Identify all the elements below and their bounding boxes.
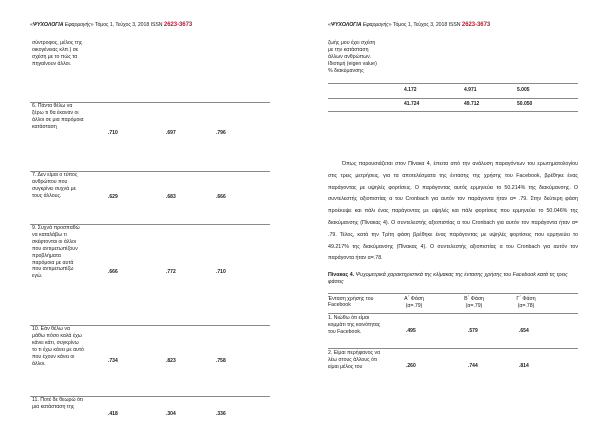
- loading-phase-a: .734: [108, 358, 118, 364]
- phase-a-alpha: (α=.79): [405, 303, 423, 309]
- body-text: [328, 159, 578, 265]
- table-row: [30, 326, 270, 397]
- loading-phase-c: .654: [519, 328, 529, 334]
- loading-phase-a: .260: [406, 363, 416, 369]
- issn-number: 2623-3673: [461, 22, 491, 28]
- issn-number: 2623-3673: [163, 22, 193, 28]
- table-row: [30, 40, 270, 103]
- loading-phase-c: .814: [519, 363, 529, 369]
- item-text: 9. Συχνά προσπαθώ να καταλάβω τι σκέφτονται οι άλλοι που αντιμετωπίζουν προβλήματα παρόμοια με αυτά που αντιμετωπίζω εγώ.: [32, 225, 80, 280]
- loading-phase-a: .629: [108, 194, 118, 200]
- loading-phase-a: .666: [108, 269, 118, 275]
- table-row: [30, 172, 270, 225]
- journal-subtitle: Εφαρμογής: [362, 22, 389, 28]
- loading-phase-a: .495: [406, 328, 416, 334]
- table4-caption-text: Ψυχομετρικά χαρακτηριστικά της κλίμακας της έντασης χρήσης του Facebook κατά τις τρεις φάσεις: [328, 272, 568, 285]
- item-text: 2. Είμαι περήφανος να λέω στους άλλους ότι είμαι μέλος του: [328, 350, 381, 370]
- loading-phase-b: .579: [468, 328, 478, 334]
- phase-a-header: [394, 296, 434, 310]
- loading-phase-b: .772: [166, 269, 176, 275]
- item-text: 10. Εάν θέλω να μάθω πόσο καλά έχω κάνει κάτι, συγκρίνω το τι έχω κάνει με αυτό που έχουν κάνει οι άλλοι.: [32, 326, 84, 367]
- loading-phase-b: .744: [468, 363, 478, 369]
- table-divider: [328, 83, 578, 84]
- volume-info: » Τόμος 1, Τεύχος 3, 2018: [388, 22, 448, 28]
- left-page: [30, 0, 270, 424]
- loading-phase-b: .823: [166, 358, 176, 364]
- item-text: 1. Νιώθω ότι είμαι κομμάτι της κοινότητας του Facebook.: [328, 315, 381, 335]
- table-row: [30, 103, 270, 172]
- phase-b-name: Β΄ Φάση: [464, 296, 484, 302]
- eigen-label: Ιδιοτιμή (eigen value): [328, 60, 377, 67]
- item-text: 6. Πάντα θέλω να ξέρω τι θα έκαναν οι άλλοι σε μια παρόμοια κατάσταση: [32, 103, 84, 130]
- table4-label: Πίνακας 4.: [328, 272, 355, 278]
- table4-caption: [328, 272, 578, 286]
- phase-c-alpha: (α=.78): [517, 303, 535, 309]
- loading-phase-c: .336: [216, 411, 226, 417]
- journal-prefix: «: [30, 22, 33, 28]
- loading-phase-a: .418: [108, 411, 118, 417]
- variance-phase-b: 49.712: [464, 101, 480, 107]
- loading-phase-b: .697: [166, 130, 176, 136]
- paragraph: Όπως παρουσιάζεται στον Πίνακα 4, έπειτα από την ανάλυση παραγόντων του ερωτηματολογίου στις τρεις μετρήσεις, για τα αποτελέσματα της έντασης της χρήσης του Facebook, βρέθηκε ένας παράγοντας με υψηλές φορτίσεις. Ο παράγοντας αυτός ερμηνεύει το 50.214% της διακύμανσης. Ο συντελεστής αξιοπιστίας α του Cronbach για αυτόν τον παράγοντα ήταν α= .79. Στην δεύτερη φάση προέκυψε και πάλι ένας παράγοντας με υψηλές και πάλι φορτίσεις που ερμηνεύει το 50.046% της διακύμανσης (Πίνακας 4). Ο συντελεστής αξιοπιστίας α του Cronbach για αυτόν τον παράγοντα ήταν α= .79. Τέλος, κατά την Τρίτη φάση βρέθηκε ένας παράγοντας με υψηλές φορτίσεις που ερμηνεύει το 49.217% της διακύμανσης (Πίνακας 4). Ο συντελεστής αξιοπιστίας α του Cronbach για αυτόν τον παράγοντα ήταν α=.78.: [328, 161, 578, 262]
- table4: [328, 293, 578, 383]
- journal-subtitle: Εφαρμογής: [64, 22, 91, 28]
- col0-header: Ένταση χρήσης του Facebook: [328, 296, 374, 309]
- items-table-left: [30, 40, 270, 429]
- loading-phase-c: .758: [216, 358, 226, 364]
- journal-title: ΨΥΧΟΛΟΓΙΑ: [330, 22, 362, 28]
- table4-header: [328, 293, 578, 314]
- table-row: [30, 397, 270, 429]
- phase-c-name: Γ΄ Φάση: [516, 296, 536, 302]
- eigen-phase-b: 4.971: [464, 87, 477, 93]
- table-row: [30, 225, 270, 326]
- item-text: 7. Δεν είμαι ο τύπος ανθρώπου που συγκρίνει συχνά με τους άλλους.: [32, 172, 78, 199]
- right-page: [328, 0, 578, 424]
- item-text: σύντροφος, μέλος της οικογένειας κλπ.) σε σχέση με το πώς τα πηγαίνουν άλλοι.: [32, 40, 83, 67]
- phase-b-header: [454, 296, 494, 310]
- loading-phase-a: .710: [108, 130, 118, 136]
- loading-phase-c: .666: [216, 194, 226, 200]
- eigen-phase-c: 5.005: [517, 87, 530, 93]
- phase-b-alpha: (α=.79): [465, 303, 483, 309]
- journal-prefix: «: [328, 22, 331, 28]
- phase-c-header: [506, 296, 546, 310]
- variance-label: % διακύμανσης: [328, 67, 364, 74]
- table-divider: [328, 98, 578, 99]
- running-header-right: [328, 22, 490, 28]
- variance-phase-a: 41.724: [404, 101, 420, 107]
- table-row: [328, 349, 578, 383]
- loading-phase-c: .796: [216, 130, 226, 136]
- table-divider: [328, 111, 578, 112]
- issn-label: ISSN: [150, 22, 163, 28]
- variance-phase-c: 50.050: [517, 101, 533, 107]
- loading-phase-c: .710: [216, 269, 226, 275]
- item-text: ζωής μου έχει σχέση με την κατάσταση άλλων ανθρώπων.: [328, 40, 376, 60]
- issn-label: ISSN: [448, 22, 461, 28]
- running-header-left: [30, 22, 192, 28]
- phase-a-name: Α΄ Φάση: [404, 296, 424, 302]
- item-text: 11. Ποτέ δε θεωρώ ότι μια κατάσταση της: [32, 397, 83, 410]
- loading-phase-b: .304: [166, 411, 176, 417]
- table-row: [328, 314, 578, 349]
- loading-phase-b: .683: [166, 194, 176, 200]
- items-table-right: [328, 40, 578, 75]
- volume-info: » Τόμος 1, Τεύχος 3, 2018: [90, 22, 150, 28]
- eigen-phase-a: 4.172: [404, 87, 417, 93]
- journal-title: ΨΥΧΟΛΟΓΙΑ: [32, 22, 64, 28]
